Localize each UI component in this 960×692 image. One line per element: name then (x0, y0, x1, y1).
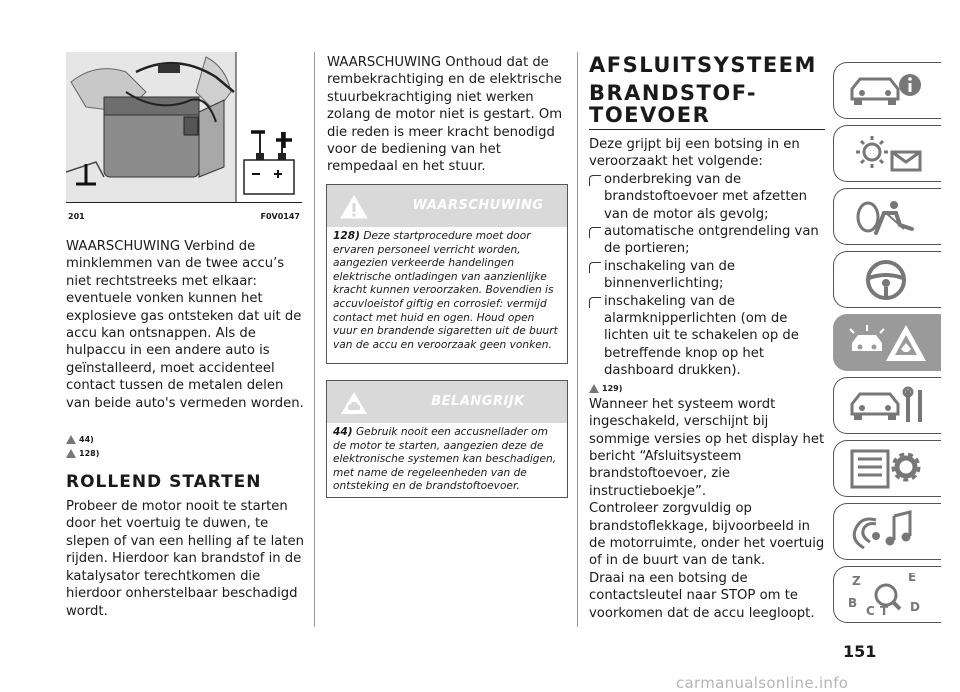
index-letter: B (848, 596, 858, 610)
column-divider (577, 52, 578, 627)
index-icon (846, 573, 930, 617)
fuel-leak-paragraph: Controleer zorgvuldig op brandstoflekkage, bijvoorbeeld in de motorruimte, onder het voertuig of in de buurt van de tank. (589, 501, 825, 569)
warning-box-text: Deze startprocedure moet door ervaren personeel verricht worden, aangezien verkeerde handelingen elektrische ontladingen van aanzienlijke kracht kunnen veroorzaken. Bovendien is accuvloeistof giftig en corrosief: vermijd contact met huid en ogen. Houd open vuur en brandende sigaretten uit de buurt van de accu en veroorzaak geen vonken. (333, 230, 558, 351)
page-number: 151 (843, 642, 877, 661)
emergency-warning-icon (846, 321, 930, 365)
sidebar-tab-maintenance[interactable] (833, 377, 941, 434)
index-letter: C (866, 604, 875, 617)
important-box-title: BELANGRIJK (431, 394, 525, 409)
warning-box (326, 184, 568, 364)
important-box-number: 44) (333, 426, 353, 438)
sidebar-tab-driving[interactable] (833, 251, 941, 308)
warning-box-header (327, 185, 567, 227)
car-info-icon (846, 69, 930, 113)
right-column (589, 54, 825, 622)
column-divider (314, 52, 315, 627)
sidebar-tab-lights[interactable] (833, 125, 941, 182)
ref-128[interactable]: 128) (66, 446, 304, 460)
warning-triangle-icon (339, 194, 369, 220)
sidebar-tab-safety[interactable] (833, 188, 941, 245)
airbag-seat-icon (846, 195, 930, 239)
list-item: inschakeling van de binnenverlichting; (589, 258, 825, 293)
middle-column (327, 54, 567, 176)
sidebar-tab-index[interactable] (833, 566, 941, 623)
left-column (66, 238, 304, 620)
important-box-text: Gebruik nooit een accusnellader om de motor te starten, aangezien deze de elektronische systemen kan beschadigen, met name de regeleenheden van de ontsteking en de brandstoftoevoer. (333, 426, 557, 493)
ref-129[interactable]: 129) (589, 382, 825, 396)
section-heading-toevoer: TOEVOER (589, 103, 711, 127)
bullet-icon (589, 262, 601, 273)
section-heading-rollend-starten: ROLLEND STARTEN (66, 472, 262, 493)
bullet-icon (589, 297, 601, 308)
important-box-header (327, 381, 567, 423)
warning-triangle-icon (589, 384, 599, 393)
bullet-icon (589, 175, 601, 186)
intro-paragraph: Deze grijpt bij een botsing in en veroorzaakt het volgende: (589, 137, 800, 170)
car-caution-icon (339, 390, 369, 416)
section-heading-afsluitsysteem: AFSLUITSYSTEEM (589, 53, 817, 77)
index-letter: Z (852, 574, 861, 588)
index-letter: E (908, 573, 917, 584)
sidebar-tab-multimedia[interactable] (833, 503, 941, 560)
figure-code: F0V0147 (260, 212, 300, 221)
sidebar-tab-emergency[interactable] (833, 314, 941, 371)
steering-wheel-icon (846, 258, 930, 302)
important-box-body (327, 423, 567, 500)
warning-triangle-icon (66, 449, 76, 458)
figure-number: 201 (68, 212, 85, 221)
battery-jump-start-figure (66, 52, 302, 203)
figure-caption (68, 212, 300, 221)
watermark: carmanualsonline.info (676, 674, 849, 692)
technical-data-icon (846, 447, 930, 491)
steering-warning-paragraph: WAARSCHUWING Onthoud dat de rembekrachtiging en de elektrische stuurbekrachtiging niet werken zolang de motor niet is gestart. Om die reden is meer kracht benodigd voor de bediening van het rempedaal en het stuur. (327, 55, 563, 175)
warning-box-title: WAARSCHUWING (412, 198, 544, 213)
section-heading-brandstof: BRANDSTOF- (589, 81, 758, 105)
list-item: automatische ontgrendeling van de portieren; (589, 223, 825, 258)
bullet-icon (589, 227, 601, 238)
list-item: inschakeling van de alarmknipperlichten (om de lichten uit te schakelen op de betreffende knop op het dashboard drukken). (589, 293, 825, 380)
warning-box-body (327, 227, 567, 358)
jump-warning-paragraph: WAARSCHUWING Verbind de minklemmen van de twee accu’s niet rechtstreeks met elkaar: eventuele vonken kunnen het explosieve gas ontsteken dat uit de accu kan ontsnappen. Als de hulpaccu in een andere auto is geïnstalleerd, moet accidenteel contact tussen de metalen delen van beide auto's vermeden worden. (66, 239, 304, 411)
car-maintenance-icon (846, 384, 930, 428)
index-letter: T (880, 604, 889, 617)
sidebar-tab-car-info[interactable] (833, 62, 941, 119)
display-message-paragraph: Wanneer het systeem wordt ingeschakeld, verschijnt bij sommige versies op het display het bericht “Afsluitsysteem brandstoftoevoer, zie instructieboekje”. (589, 396, 825, 499)
warning-triangle-icon (66, 435, 76, 444)
sidebar-tab-technical-data[interactable] (833, 440, 941, 497)
ignition-stop-paragraph: Draai na een botsing de contactsleutel naar STOP om te voorkomen dat de accu leegloopt. (589, 570, 815, 621)
important-box (326, 380, 568, 498)
battery-illustration (66, 52, 302, 202)
list-item: onderbreking van de brandstoftoevoer met afzetten van de motor als gevolg; (589, 171, 825, 223)
multimedia-icon (846, 510, 930, 554)
warning-box-number: 128) (333, 230, 360, 242)
lights-message-icon (846, 132, 930, 176)
ref-44[interactable]: 44) (66, 432, 304, 446)
rollend-starten-paragraph: Probeer de motor nooit te starten door het voertuig te duwen, te slepen of van een helling af te laten rijden. Hierdoor kan brandstof in de katalysator terechtkomen die hierdoor onherstelbaar beschadigd wordt. (66, 499, 304, 619)
index-letter: D (910, 600, 920, 614)
